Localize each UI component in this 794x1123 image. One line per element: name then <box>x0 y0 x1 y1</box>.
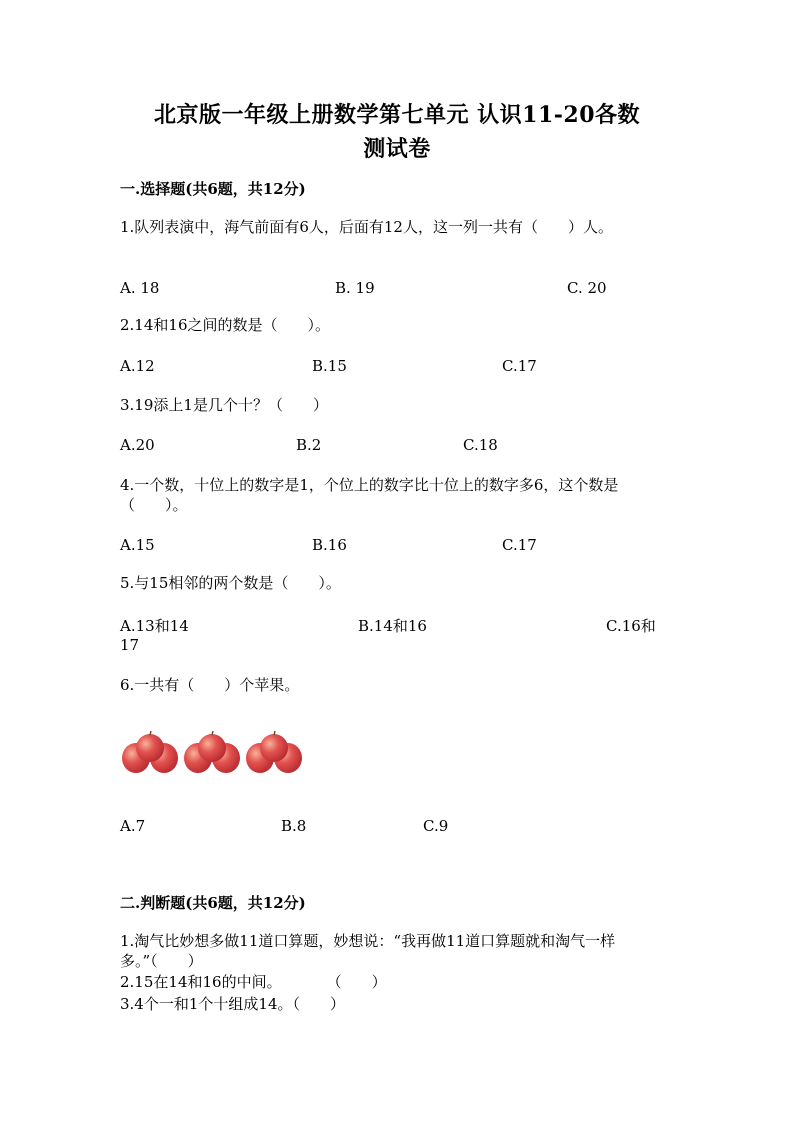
question-3: 3.19添上1是几个十？（ ） <box>120 396 328 414</box>
apple-group-3 <box>246 731 302 773</box>
section2-heading: 二.判断题(共6题，共12分) <box>120 894 306 912</box>
q1-option-c[interactable]: C. 20 <box>567 279 607 297</box>
apple-group-1 <box>122 731 178 773</box>
question-5: 5.与15相邻的两个数是（ ）。 <box>120 574 341 592</box>
q3-option-a[interactable]: A.20 <box>120 436 155 454</box>
question-1: 1.队列表演中，海气前面有6人，后面有12人，这一列一共有（ ）人。 <box>120 218 613 236</box>
page-title-line1: 北京版一年级上册数学第七单元 认识11-20各数 <box>153 102 641 128</box>
question-2: 2.14和16之间的数是（ ）。 <box>120 316 330 334</box>
judge-3: 3.4个一和1个十组成14。（ ） <box>120 995 345 1013</box>
apple-group-2 <box>184 731 240 773</box>
q3-option-b[interactable]: B.2 <box>296 436 322 454</box>
q5-option-a[interactable]: A.13和14 <box>120 617 189 635</box>
q6-option-a[interactable]: A.7 <box>120 817 146 835</box>
q5-option-b[interactable]: B.14和16 <box>358 617 427 635</box>
q5-option-c[interactable]: C.16和 <box>606 617 656 635</box>
q1-option-b[interactable]: B. 19 <box>335 279 375 297</box>
q2-option-a[interactable]: A.12 <box>120 357 155 375</box>
q3-option-c[interactable]: C.18 <box>463 436 498 454</box>
question-6: 6.一共有（ ）个苹果。 <box>120 676 300 694</box>
q6-option-c[interactable]: C.9 <box>423 817 449 835</box>
q4-option-b[interactable]: B.16 <box>312 536 347 554</box>
q6-option-b[interactable]: B.8 <box>281 817 307 835</box>
judge-1-line1: 1.淘气比妙想多做11道口算题，妙想说：“我再做11道口算题就和淘气一样 <box>120 932 616 950</box>
judge-2: 2.15在14和16的中间。 （ ） <box>120 973 387 991</box>
question-4-line1: 4.一个数，十位上的数字是1，个位上的数字比十位上的数字多6，这个数是 <box>120 476 619 494</box>
judge-1-line2: 多。”（ ） <box>120 952 203 970</box>
apples-image <box>120 728 304 776</box>
q4-option-c[interactable]: C.17 <box>502 536 537 554</box>
q2-option-c[interactable]: C.17 <box>502 357 537 375</box>
section1-heading: 一.选择题(共6题，共12分) <box>120 180 306 198</box>
q2-option-b[interactable]: B.15 <box>312 357 347 375</box>
q1-option-a[interactable]: A. 18 <box>120 279 160 297</box>
q5-option-c-wrap: 17 <box>120 636 140 654</box>
question-4-line2: （ ）。 <box>120 496 188 514</box>
q4-option-a[interactable]: A.15 <box>120 536 155 554</box>
page-title-line2: 测试卷 <box>363 136 431 162</box>
